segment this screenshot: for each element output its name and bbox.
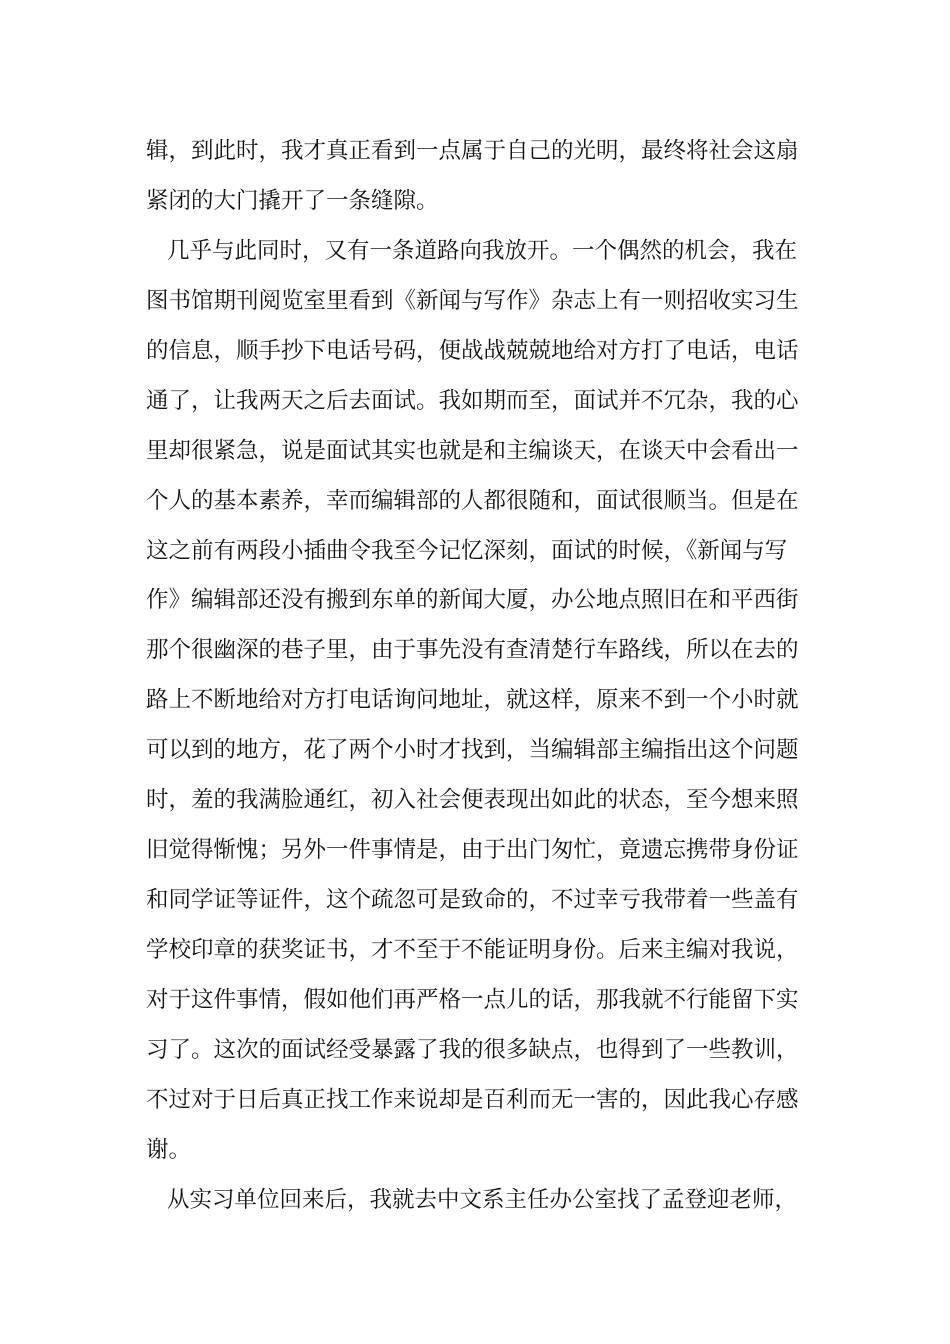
text-line: 里却很紧急，说是面试其实也就是和主编谈天，在谈天中会看出一	[146, 438, 799, 464]
text-line: 这之前有两段小插曲令我至今记忆深刻，面试的时候，《新闻与写	[146, 538, 788, 564]
text-line: 个人的基本素养，幸而编辑部的人都很随和，面试很顺当。但是在	[146, 488, 799, 514]
text-line: 可以到的地方，花了两个小时才找到，当编辑部主编指出这个问题	[146, 737, 799, 763]
text-line: 紧闭的大门撬开了一条缝隙。	[146, 188, 439, 214]
paragraph-first-line: 从实习单位回来后，我就去中文系主任办公室找了孟登迎老师，	[167, 1187, 798, 1213]
text-line: 学校印章的获奖证书，才不至于不能证明身份。后来主编对我说，	[146, 937, 799, 963]
text-line: 的信息，顺手抄下电话号码，便战战兢兢地给对方打了电话，电话	[146, 338, 799, 364]
text-line: 辑，到此时，我才真正看到一点属于自己的光明，最终将社会这扇	[146, 138, 799, 164]
text-line: 作》编辑部还没有搬到东单的新闻大厦，办公地点照旧在和平西街	[146, 587, 799, 613]
text-line: 对于这件事情，假如他们再严格一点儿的话，那我就不行能留下实	[146, 987, 799, 1013]
text-line: 那个很幽深的巷子里，由于事先没有查清楚行车路线，所以在去的	[146, 637, 799, 663]
text-line: 不过对于日后真正找工作来说却是百利而无一害的，因此我心存感	[146, 1087, 799, 1113]
text-line: 谢。	[146, 1137, 192, 1163]
text-line: 习了。这次的面试经受暴露了我的很多缺点，也得到了一些教训，	[146, 1037, 799, 1063]
text-line: 图书馆期刊阅览室里看到《新闻与写作》杂志上有一则招收实习生	[146, 288, 799, 314]
text-line: 和同学证等证件，这个疏忽可是致命的，不过幸亏我带着一些盖有	[146, 887, 799, 913]
text-line: 通了，让我两天之后去面试。我如期而至，面试并不冗杂，我的心	[146, 388, 799, 414]
text-line: 旧觉得惭愧；另外一件事情是，由于出门匆忙，竟遗忘携带身份证	[146, 837, 799, 863]
text-line: 路上不断地给对方打电话询问地址，就这样，原来不到一个小时就	[146, 687, 799, 713]
text-line: 时，羞的我满脸通红，初入社会便表现出如此的状态，至今想来照	[146, 787, 799, 813]
paragraph-first-line: 几乎与此同时，又有一条道路向我放开。一个偶然的机会，我在	[167, 238, 798, 264]
